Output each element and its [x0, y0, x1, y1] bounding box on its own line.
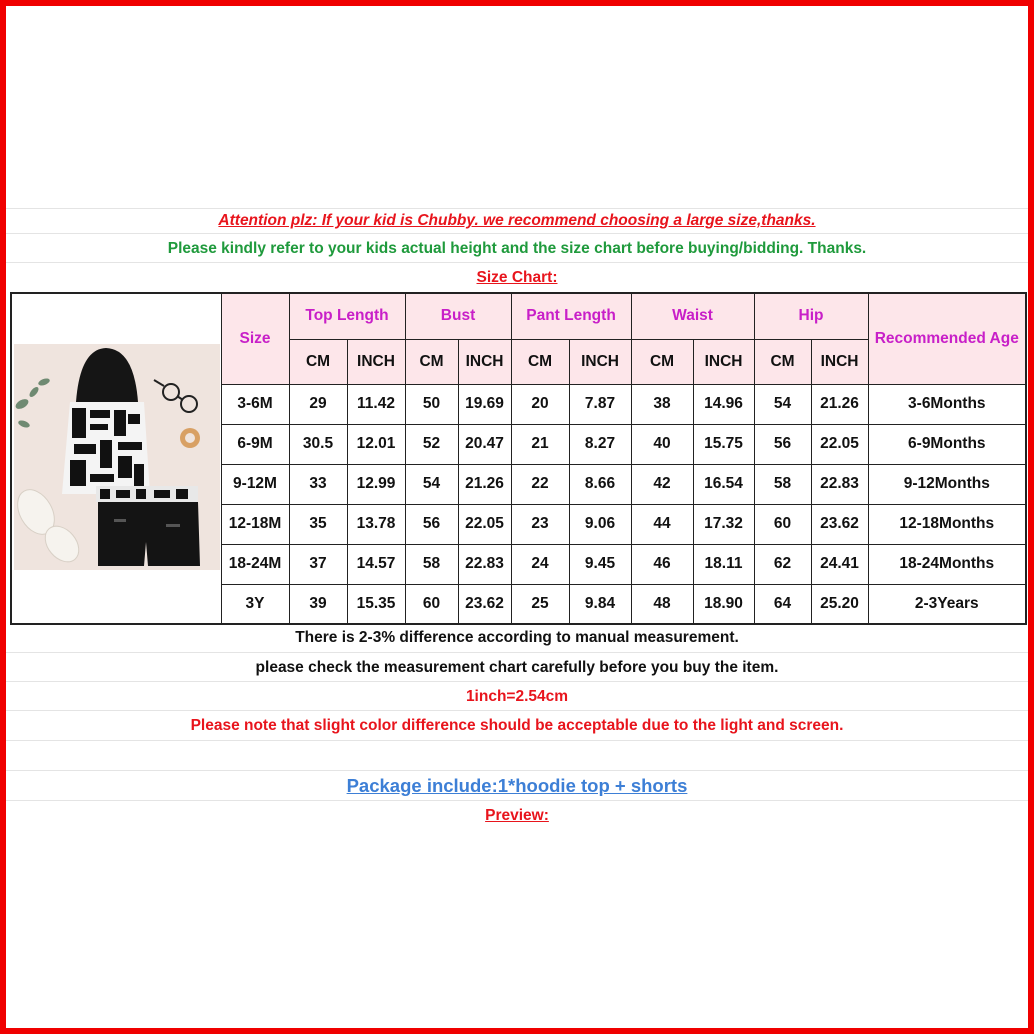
cell-size: 18-24M — [221, 544, 289, 584]
cell-size: 3-6M — [221, 384, 289, 424]
cell-waist-cm: 42 — [631, 464, 693, 504]
cell-pant-inch: 9.45 — [569, 544, 631, 584]
size-chart-table — [10, 292, 1027, 625]
cell-age: 2-3Years — [868, 584, 1026, 624]
unit-cm: CM — [289, 339, 347, 384]
cell-bust-cm: 52 — [405, 424, 458, 464]
cell-hip-cm: 54 — [754, 384, 811, 424]
unit-cm: CM — [405, 339, 458, 384]
cell-bust-inch: 22.05 — [458, 504, 511, 544]
blank-row — [6, 741, 1028, 771]
cell-bust-cm: 54 — [405, 464, 458, 504]
cell-hip-cm: 58 — [754, 464, 811, 504]
cell-waist-inch: 17.32 — [693, 504, 754, 544]
cell-pant-inch: 9.84 — [569, 584, 631, 624]
cell-pant-inch: 8.66 — [569, 464, 631, 504]
cell-waist-cm: 40 — [631, 424, 693, 464]
cell-hip-cm: 56 — [754, 424, 811, 464]
cell-top-cm: 30.5 — [289, 424, 347, 464]
measurement-difference-note: There is 2-3% difference according to manual measurement. — [6, 623, 1028, 653]
cell-waist-inch: 18.11 — [693, 544, 754, 584]
unit-cm: CM — [511, 339, 569, 384]
cell-top-inch: 14.57 — [347, 544, 405, 584]
package-include-link[interactable]: Package include:1*hoodie top + shorts — [6, 771, 1028, 801]
color-difference-note: Please note that slight color difference should be acceptable due to the light and screen. — [6, 711, 1028, 741]
cell-hip-inch: 24.41 — [811, 544, 868, 584]
product-photo-cell — [11, 293, 221, 624]
cell-pant-cm: 20 — [511, 384, 569, 424]
cell-waist-inch: 14.96 — [693, 384, 754, 424]
unit-inch: INCH — [458, 339, 511, 384]
unit-inch: INCH — [569, 339, 631, 384]
cell-pant-inch: 7.87 — [569, 384, 631, 424]
cell-bust-inch: 20.47 — [458, 424, 511, 464]
cell-top-inch: 13.78 — [347, 504, 405, 544]
cell-size: 3Y — [221, 584, 289, 624]
cell-hip-inch: 25.20 — [811, 584, 868, 624]
header-size: Size — [221, 293, 289, 384]
cell-top-inch: 15.35 — [347, 584, 405, 624]
cell-waist-cm: 38 — [631, 384, 693, 424]
cell-hip-inch: 22.83 — [811, 464, 868, 504]
cell-age: 6-9Months — [868, 424, 1026, 464]
cell-top-inch: 12.99 — [347, 464, 405, 504]
cell-top-inch: 11.42 — [347, 384, 405, 424]
cell-size: 12-18M — [221, 504, 289, 544]
cell-top-cm: 35 — [289, 504, 347, 544]
hoodie-outfit-photo-icon — [14, 344, 220, 570]
cell-top-cm: 29 — [289, 384, 347, 424]
cell-bust-cm: 58 — [405, 544, 458, 584]
header-top-length: Top Length — [289, 293, 405, 339]
unit-inch: INCH — [693, 339, 754, 384]
unit-cm: CM — [631, 339, 693, 384]
check-chart-note: please check the measurement chart carefully before you buy the item. — [6, 653, 1028, 682]
cell-hip-cm: 64 — [754, 584, 811, 624]
conversion-note: 1inch=2.54cm — [6, 682, 1028, 711]
cell-hip-inch: 23.62 — [811, 504, 868, 544]
cell-age: 18-24Months — [868, 544, 1026, 584]
header-waist: Waist — [631, 293, 754, 339]
cell-waist-cm: 46 — [631, 544, 693, 584]
cell-bust-cm: 60 — [405, 584, 458, 624]
cell-pant-inch: 9.06 — [569, 504, 631, 544]
cell-pant-cm: 24 — [511, 544, 569, 584]
cell-hip-cm: 60 — [754, 504, 811, 544]
refer-note: Please kindly refer to your kids actual height and the size chart before buying/bidding. Thanks. — [6, 234, 1028, 263]
cell-top-cm: 39 — [289, 584, 347, 624]
cell-pant-cm: 23 — [511, 504, 569, 544]
header-bust: Bust — [405, 293, 511, 339]
cell-waist-inch: 15.75 — [693, 424, 754, 464]
cell-age: 12-18Months — [868, 504, 1026, 544]
size-chart-title: Size Chart: — [476, 269, 558, 286]
attention-note: Attention plz: If your kid is Chubby. we recommend choosing a large size,thanks. — [6, 208, 1028, 234]
cell-hip-inch: 22.05 — [811, 424, 868, 464]
cell-waist-cm: 44 — [631, 504, 693, 544]
cell-top-inch: 12.01 — [347, 424, 405, 464]
header-pant-length: Pant Length — [511, 293, 631, 339]
cell-bust-inch: 21.26 — [458, 464, 511, 504]
cell-bust-cm: 56 — [405, 504, 458, 544]
cell-pant-cm: 25 — [511, 584, 569, 624]
cell-size: 6-9M — [221, 424, 289, 464]
cell-bust-inch: 23.62 — [458, 584, 511, 624]
preview-label: Preview: — [485, 807, 549, 824]
cell-bust-inch: 22.83 — [458, 544, 511, 584]
cell-bust-inch: 19.69 — [458, 384, 511, 424]
cell-age: 9-12Months — [868, 464, 1026, 504]
cell-age: 3-6Months — [868, 384, 1026, 424]
cell-pant-cm: 22 — [511, 464, 569, 504]
cell-waist-inch: 18.90 — [693, 584, 754, 624]
cell-top-cm: 37 — [289, 544, 347, 584]
cell-size: 9-12M — [221, 464, 289, 504]
cell-pant-cm: 21 — [511, 424, 569, 464]
unit-inch: INCH — [347, 339, 405, 384]
cell-top-cm: 33 — [289, 464, 347, 504]
header-hip: Hip — [754, 293, 868, 339]
cell-bust-cm: 50 — [405, 384, 458, 424]
unit-cm: CM — [754, 339, 811, 384]
cell-waist-cm: 48 — [631, 584, 693, 624]
header-recommended-age: Recommended Age — [868, 293, 1026, 384]
cell-pant-inch: 8.27 — [569, 424, 631, 464]
unit-inch: INCH — [811, 339, 868, 384]
cell-hip-cm: 62 — [754, 544, 811, 584]
cell-hip-inch: 21.26 — [811, 384, 868, 424]
cell-waist-inch: 16.54 — [693, 464, 754, 504]
